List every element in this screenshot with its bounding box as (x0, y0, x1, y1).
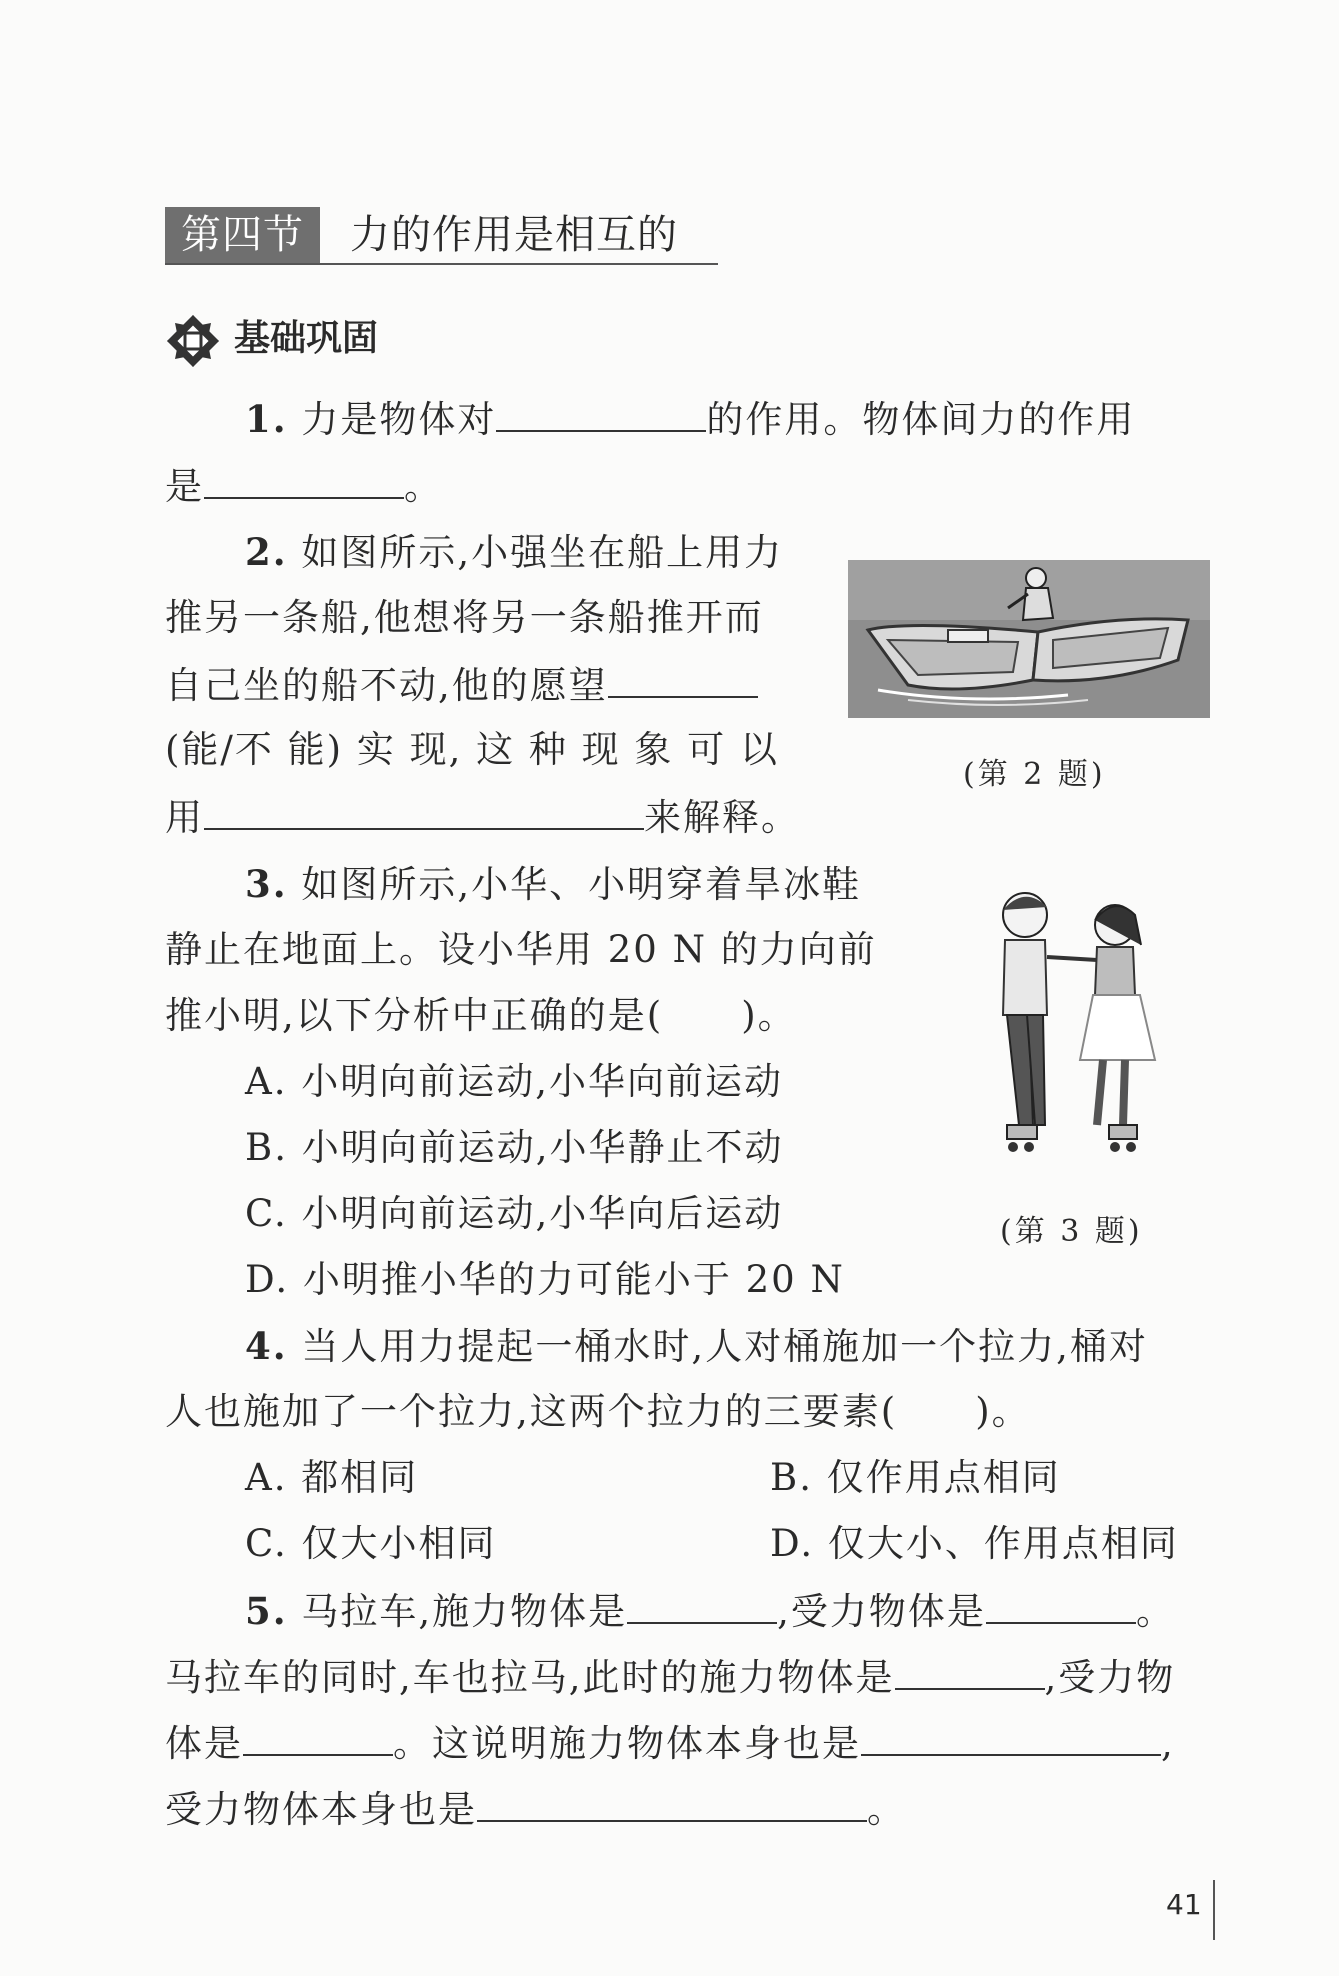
question-number: 4. (245, 1324, 288, 1368)
answer-blank[interactable] (243, 1716, 393, 1756)
answer-blank[interactable] (608, 658, 758, 698)
q5-text-4a: 受力物体本身也是 (165, 1788, 477, 1831)
question-4-line-1 (245, 1320, 1148, 1373)
answer-blank[interactable] (204, 790, 644, 830)
q3-option-d[interactable]: D. 小明推小华的力可能小于 20 N (245, 1258, 845, 1301)
q5-text-1c: 。 (1135, 1590, 1175, 1633)
question-3-line-2: 静止在地面上。设小华用 20 N 的力向前 (165, 928, 877, 971)
answer-blank[interactable] (204, 459, 404, 499)
question-5-line-1 (245, 1584, 1175, 1638)
q3-option-b[interactable]: B. 小明向前运动,小华静止不动 (245, 1126, 784, 1169)
section-underline (165, 263, 718, 265)
question-5-line-4 (165, 1782, 906, 1836)
section-title: 力的作用是相互的 (350, 212, 678, 258)
question-number: 2. (245, 530, 288, 574)
diamond-badge-icon (165, 313, 221, 369)
q2-text-5b: 来解释。 (644, 796, 800, 839)
q2-text-3: 自己坐的船不动,他的愿望 (165, 664, 608, 707)
question-2-line-3 (165, 658, 758, 712)
question-number: 5. (245, 1589, 288, 1633)
q1-text-2: 的作用。物体间力的作用 (706, 398, 1136, 441)
question-1-line-1 (245, 392, 1135, 446)
question-2-line-4: (能/不 能) 实 现, 这 种 现 象 可 以 (165, 728, 779, 771)
q2-text-1: 如图所示,小强坐在船上用力 (301, 531, 784, 574)
q5-text-3a: 体是 (165, 1722, 243, 1765)
q5-text-3c: , (1161, 1722, 1175, 1765)
q1-text-4: 。 (404, 465, 443, 508)
answer-blank[interactable] (477, 1782, 867, 1822)
q5-text-2b: ,受力物 (1044, 1656, 1176, 1699)
q3-option-a[interactable]: A. 小明向前运动,小华向前运动 (245, 1060, 784, 1103)
q5-text-4b: 。 (867, 1788, 906, 1831)
answer-blank[interactable] (895, 1650, 1045, 1690)
q3-option-c[interactable]: C. 小明向前运动,小华向后运动 (245, 1192, 784, 1235)
question-1-line-2 (165, 459, 443, 513)
question-2-line-2: 推另一条船,他想将另一条船推开而 (165, 596, 764, 639)
answer-blank[interactable] (861, 1716, 1161, 1756)
subsection-title: 基础巩固 (234, 318, 379, 359)
question-5-line-2 (165, 1650, 1175, 1704)
question-2-line-5 (165, 790, 800, 844)
question-number: 3. (245, 862, 288, 906)
question-number: 1. (245, 397, 288, 441)
q5-text-2a: 马拉车的同时,车也拉马,此时的施力物体是 (165, 1656, 895, 1699)
question-2-line-1 (245, 526, 783, 579)
q5-text-1b: ,受力物体是 (777, 1590, 986, 1633)
figure-3-caption: (第 3 题) (1000, 1214, 1143, 1249)
answer-blank[interactable] (627, 1584, 777, 1624)
q3-text-1: 如图所示,小华、小明穿着旱冰鞋 (301, 863, 862, 906)
q1-text-3: 是 (165, 465, 204, 508)
q1-text-1: 力是物体对 (301, 398, 497, 441)
question-3-line-1 (245, 858, 861, 911)
question-4-line-2: 人也施加了一个拉力,这两个拉力的三要素( )。 (165, 1390, 1031, 1433)
boats-illustration (848, 560, 1210, 718)
answer-blank[interactable] (496, 392, 706, 432)
skaters-illustration (985, 885, 1185, 1175)
q4-option-b[interactable]: B. 仅作用点相同 (770, 1456, 1061, 1499)
question-5-line-3 (165, 1716, 1175, 1770)
q4-option-c[interactable]: C. 仅大小相同 (245, 1522, 497, 1565)
page-number-divider (1213, 1880, 1215, 1940)
page-number: 41 (1166, 1888, 1202, 1921)
q5-text-3b: 。这说明施力物体本身也是 (393, 1722, 861, 1765)
q2-text-5a: 用 (165, 796, 204, 839)
q4-option-d[interactable]: D. 仅大小、作用点相同 (770, 1522, 1179, 1565)
figure-2-caption: (第 2 题) (963, 757, 1106, 792)
q4-option-a[interactable]: A. 都相同 (245, 1456, 419, 1499)
q5-text-1a: 马拉车,施力物体是 (301, 1590, 628, 1633)
q4-text-1: 当人用力提起一桶水时,人对桶施加一个拉力,桶对 (301, 1325, 1148, 1368)
answer-blank[interactable] (986, 1584, 1136, 1624)
section-label: 第四节 (165, 207, 320, 264)
question-3-line-3: 推小明,以下分析中正确的是( )。 (165, 994, 797, 1037)
